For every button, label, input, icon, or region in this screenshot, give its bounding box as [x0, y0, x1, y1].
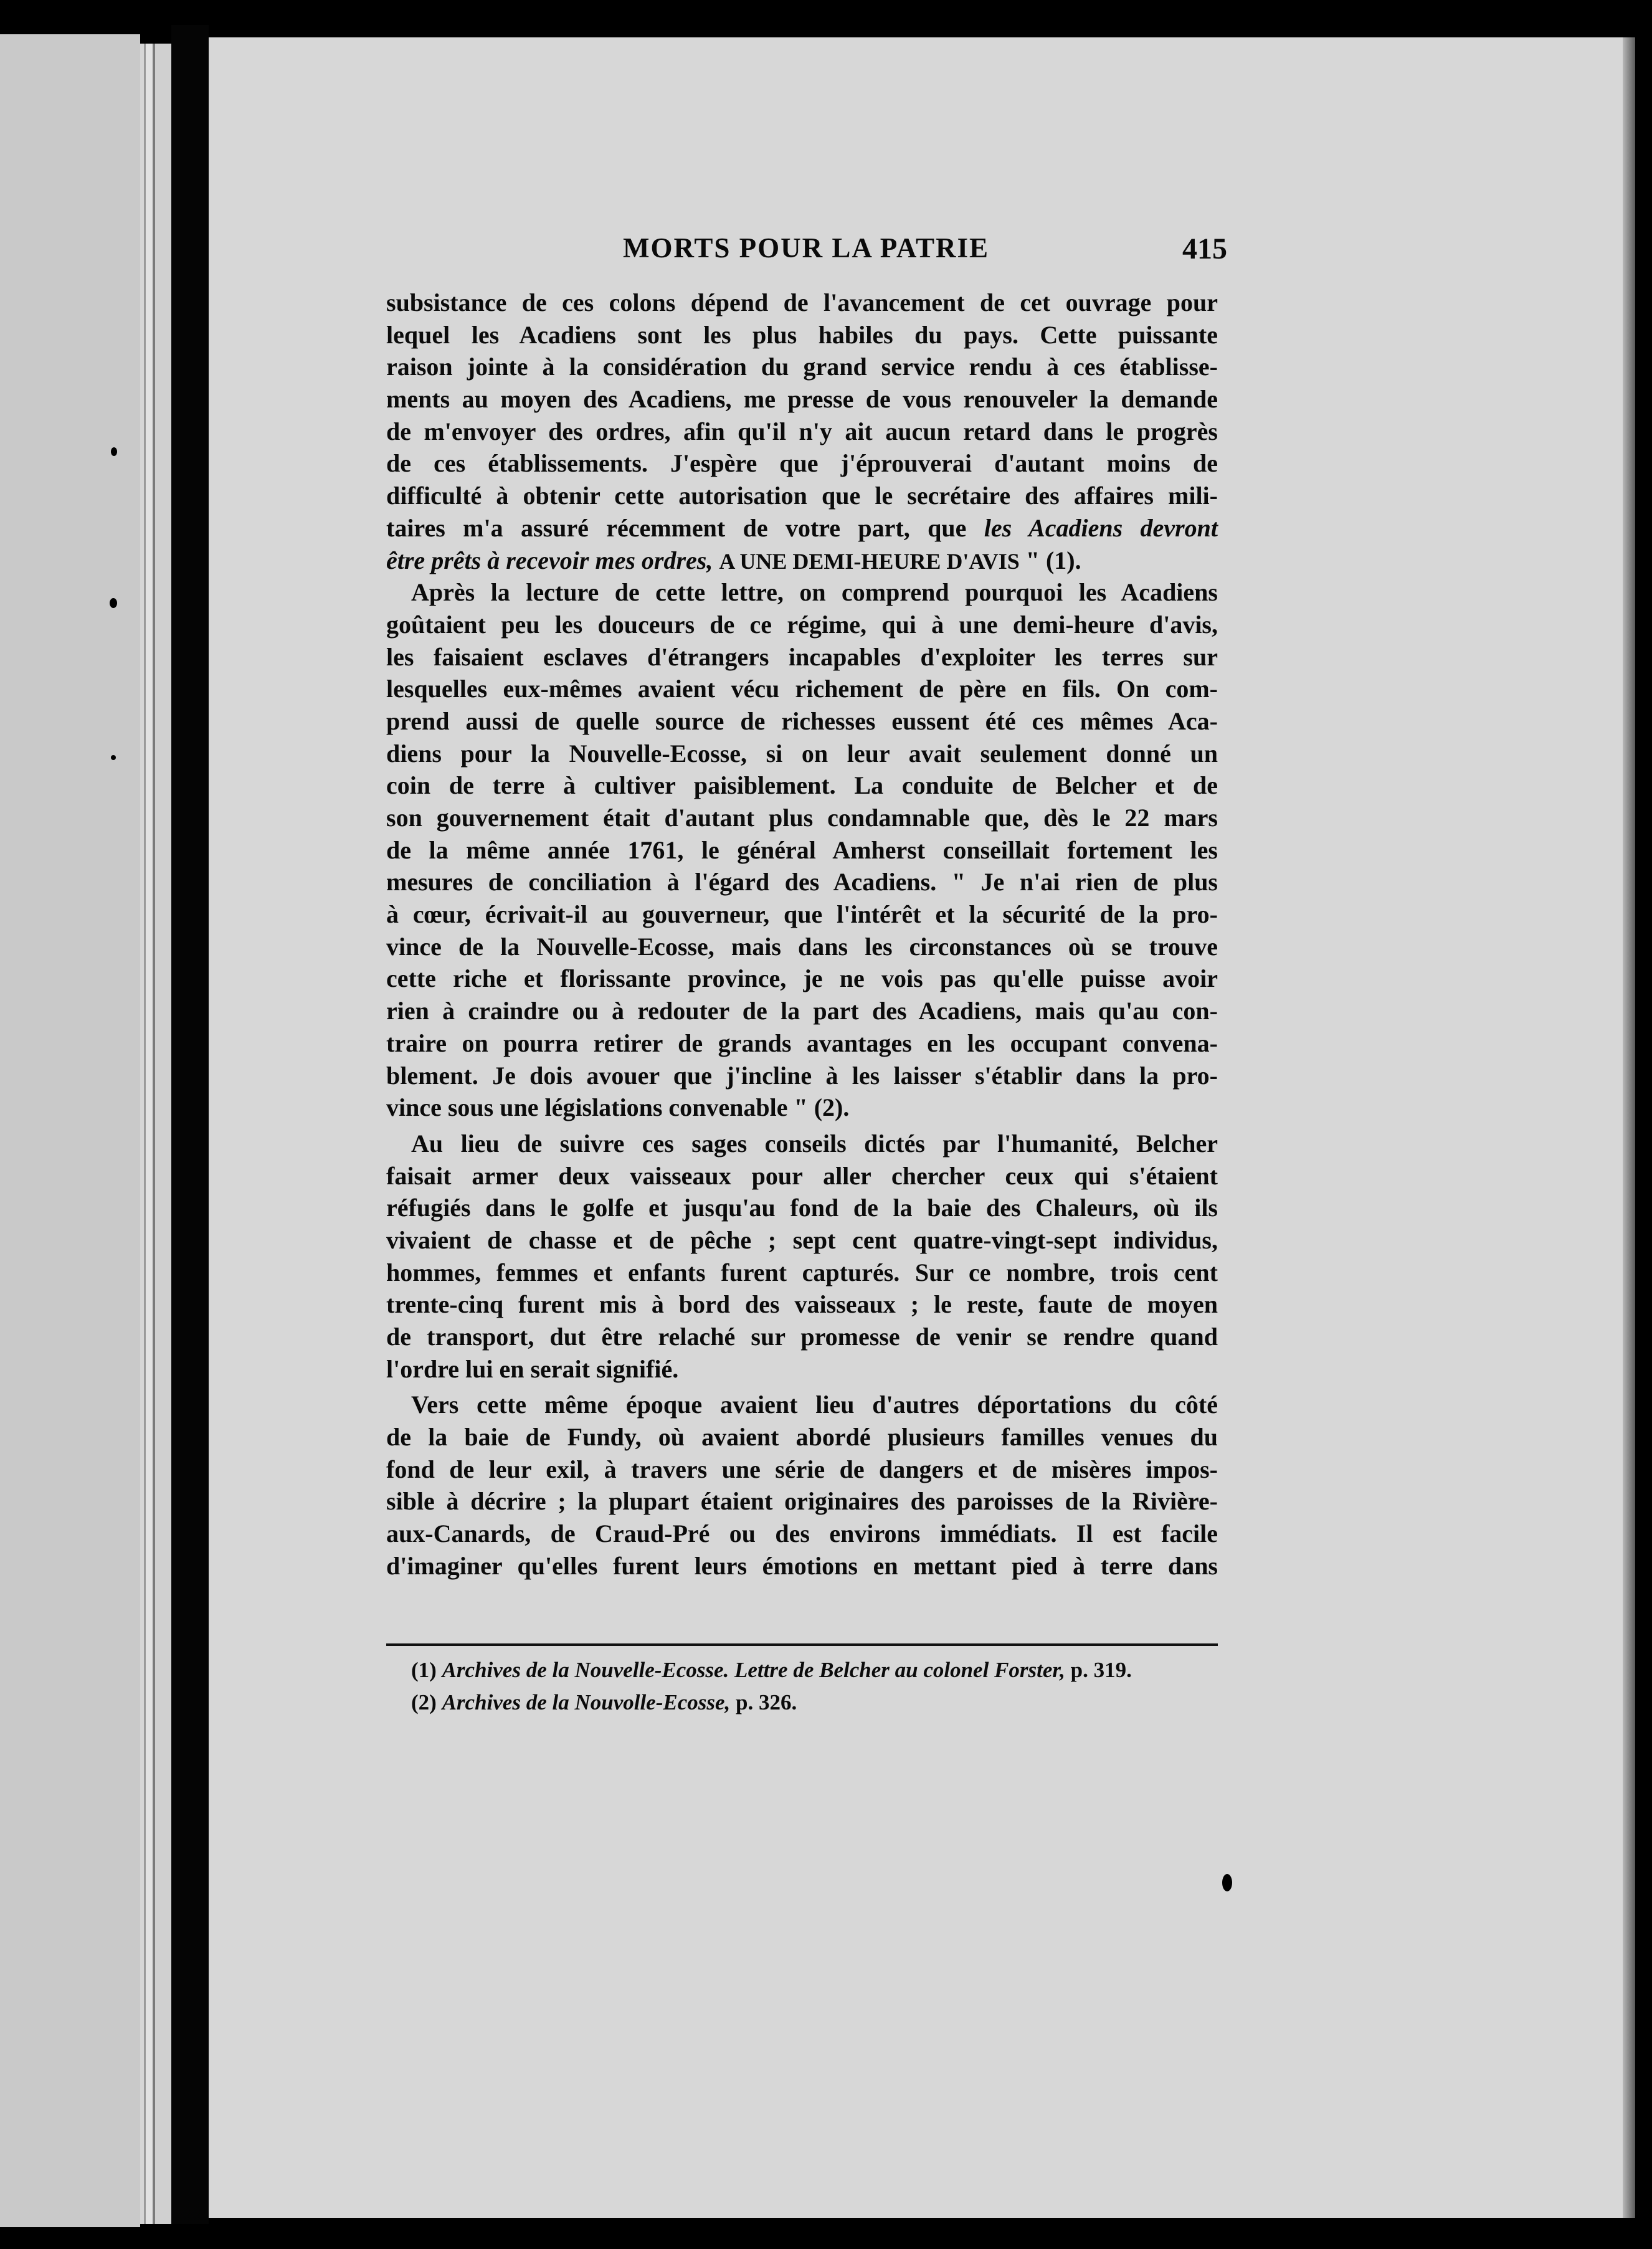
- quote-italic: les Acadiens devront: [984, 513, 1218, 542]
- running-title: MORTS POUR LA PATRIE: [623, 232, 990, 264]
- scan-speck: [111, 755, 116, 760]
- footnote-marker: (2): [411, 1690, 437, 1714]
- text-line: de la baie de Fundy, où avaient abordé plusieurs familles venues du: [386, 1423, 1218, 1452]
- text-line: hommes, femmes et enfants furent capturés. Sur ce nombre, trois cent: [386, 1258, 1218, 1286]
- text-line: de la même année 1761, le général Amherst conseillait fortement les: [386, 835, 1218, 864]
- footnote-rule: [386, 1643, 1218, 1646]
- text-line: raison jointe à la considération du grand service rendu à ces établisse-: [386, 353, 1218, 381]
- page-number: 415: [1182, 232, 1227, 265]
- quote-italic: être prêts à recevoir mes ordres,: [386, 546, 713, 574]
- text-line: subsistance de ces colons dépend de l'avancement de cet ouvrage pour: [386, 288, 1218, 316]
- page-right-edge: [1623, 37, 1635, 2218]
- text-line: prend aussi de quelle source de richesses eussent été ces mêmes Aca-: [386, 706, 1218, 735]
- text-line: vivaient de chasse et de pêche ; sept cent quatre-vingt-sept individus,: [386, 1225, 1218, 1254]
- text-line: difficulté à obtenir cette autorisation que le secrétaire des affaires mili-: [386, 482, 1218, 510]
- text-line: d'imaginer qu'elles furent leurs émotions en mettant pied à terre dans: [386, 1551, 1218, 1580]
- text-line: aux-Canards, de Craud-Pré ou des environs immédiats. Il est facile: [386, 1519, 1218, 1548]
- text-line: fond de leur exil, à travers une série de dangers et de misères impos-: [386, 1455, 1218, 1483]
- text-line: vince sous une législations convenable " (2).: [386, 1093, 850, 1122]
- text-line: diens pour la Nouvelle-Ecosse, si on leur avait seulement donné un: [386, 739, 1218, 768]
- footnote-source: Archives de la Nouvolle-Ecosse,: [442, 1690, 731, 1714]
- text-line: goûtaient peu les douceurs de ce régime, qui à une demi-heure d'avis,: [386, 610, 1218, 639]
- text-line: lesquelles eux-mêmes avaient vécu richement de père en fils. On com-: [386, 675, 1218, 703]
- footnote-2: [411, 1686, 1221, 1719]
- scan-speck: [111, 447, 117, 456]
- scan-speck: [1222, 1874, 1232, 1891]
- footnotes: [411, 1654, 1221, 1719]
- text-line: [386, 512, 1218, 544]
- footnote-1: [411, 1654, 1221, 1686]
- text-line: mesures de conciliation à l'égard des Acadiens. " Je n'ai rien de plus: [386, 868, 1218, 896]
- text-span: taires m'a assuré récemment de votre part, que: [386, 513, 967, 542]
- text-line: lequel les Acadiens sont les plus habiles du pays. Cette puissante: [386, 320, 1218, 349]
- footnote-page: p. 319.: [1070, 1658, 1132, 1682]
- scan-speck: [110, 598, 117, 608]
- footnote-page: p. 326.: [736, 1690, 797, 1714]
- text-line: l'ordre lui en serait signifié.: [386, 1354, 679, 1383]
- text-line: coin de terre à cultiver paisiblement. La conduite de Belcher et de: [386, 771, 1218, 800]
- running-head: [386, 232, 1227, 269]
- text-line: les faisaient esclaves d'étrangers incapables d'exploiter les terres sur: [386, 642, 1218, 671]
- text-line: trente-cinq furent mis à bord des vaisseaux ; le reste, faute de moyen: [386, 1290, 1218, 1319]
- text-line: Au lieu de suivre ces sages conseils dictés par l'humanité, Belcher: [411, 1129, 1218, 1158]
- text-line: à cœur, écrivait-il au gouverneur, que l'intérêt et la sécurité de la pro-: [386, 900, 1218, 929]
- text-line: de transport, dut être relaché sur promesse de venir se rendre quand: [386, 1323, 1218, 1351]
- text-line: sible à décrire ; la plupart étaient originaires des paroisses de la Rivière-: [386, 1487, 1218, 1516]
- footnote-ref: " (1).: [1025, 546, 1081, 574]
- text-line: faisait armer deux vaisseaux pour aller chercher ceux qui s'étaient: [386, 1161, 1218, 1190]
- text-line: rien à craindre ou à redouter de la part des Acadiens, mais qu'au con-: [386, 997, 1218, 1025]
- text-line: cette riche et florissante province, je ne vois pas qu'elle puisse avoir: [386, 964, 1218, 993]
- text-line: ments au moyen des Acadiens, me presse de vous renouveler la demande: [386, 385, 1218, 414]
- page-binding: [140, 44, 171, 2224]
- footnote-marker: (1): [411, 1658, 437, 1682]
- gutter-shadow: [171, 25, 209, 2224]
- text-line: de ces établissements. J'espère que j'éprouverai d'autant moins de: [386, 449, 1218, 478]
- text-line: traire on pourra retirer de grands avantages en les occupant convena-: [386, 1029, 1218, 1057]
- small-caps-phrase: A UNE DEMI-HEURE D'AVIS: [719, 548, 1020, 574]
- text-line: [386, 544, 1218, 577]
- facing-page-edge: [0, 34, 140, 2227]
- text-line: son gouvernement était d'autant plus condamnable que, dès le 22 mars: [386, 804, 1218, 832]
- body-text: [386, 287, 1218, 1582]
- text-line: Vers cette même époque avaient lieu d'autres déportations du côté: [411, 1391, 1218, 1419]
- text-line: blement. Je dois avouer que j'incline à les laisser s'établir dans la pro-: [386, 1061, 1218, 1090]
- text-line: de m'envoyer des ordres, afin qu'il n'y ait aucun retard dans le progrès: [386, 417, 1218, 445]
- text-line: Après la lecture de cette lettre, on comprend pourquoi les Acadiens: [411, 578, 1218, 607]
- text-line: réfugiés dans le golfe et jusqu'au fond de la baie des Chaleurs, où ils: [386, 1194, 1218, 1222]
- footnote-source: Archives de la Nouvelle-Ecosse. Lettre de Belcher au colonel Forster,: [442, 1658, 1065, 1682]
- text-line: vince de la Nouvelle-Ecosse, mais dans les circonstances où se trouve: [386, 932, 1218, 961]
